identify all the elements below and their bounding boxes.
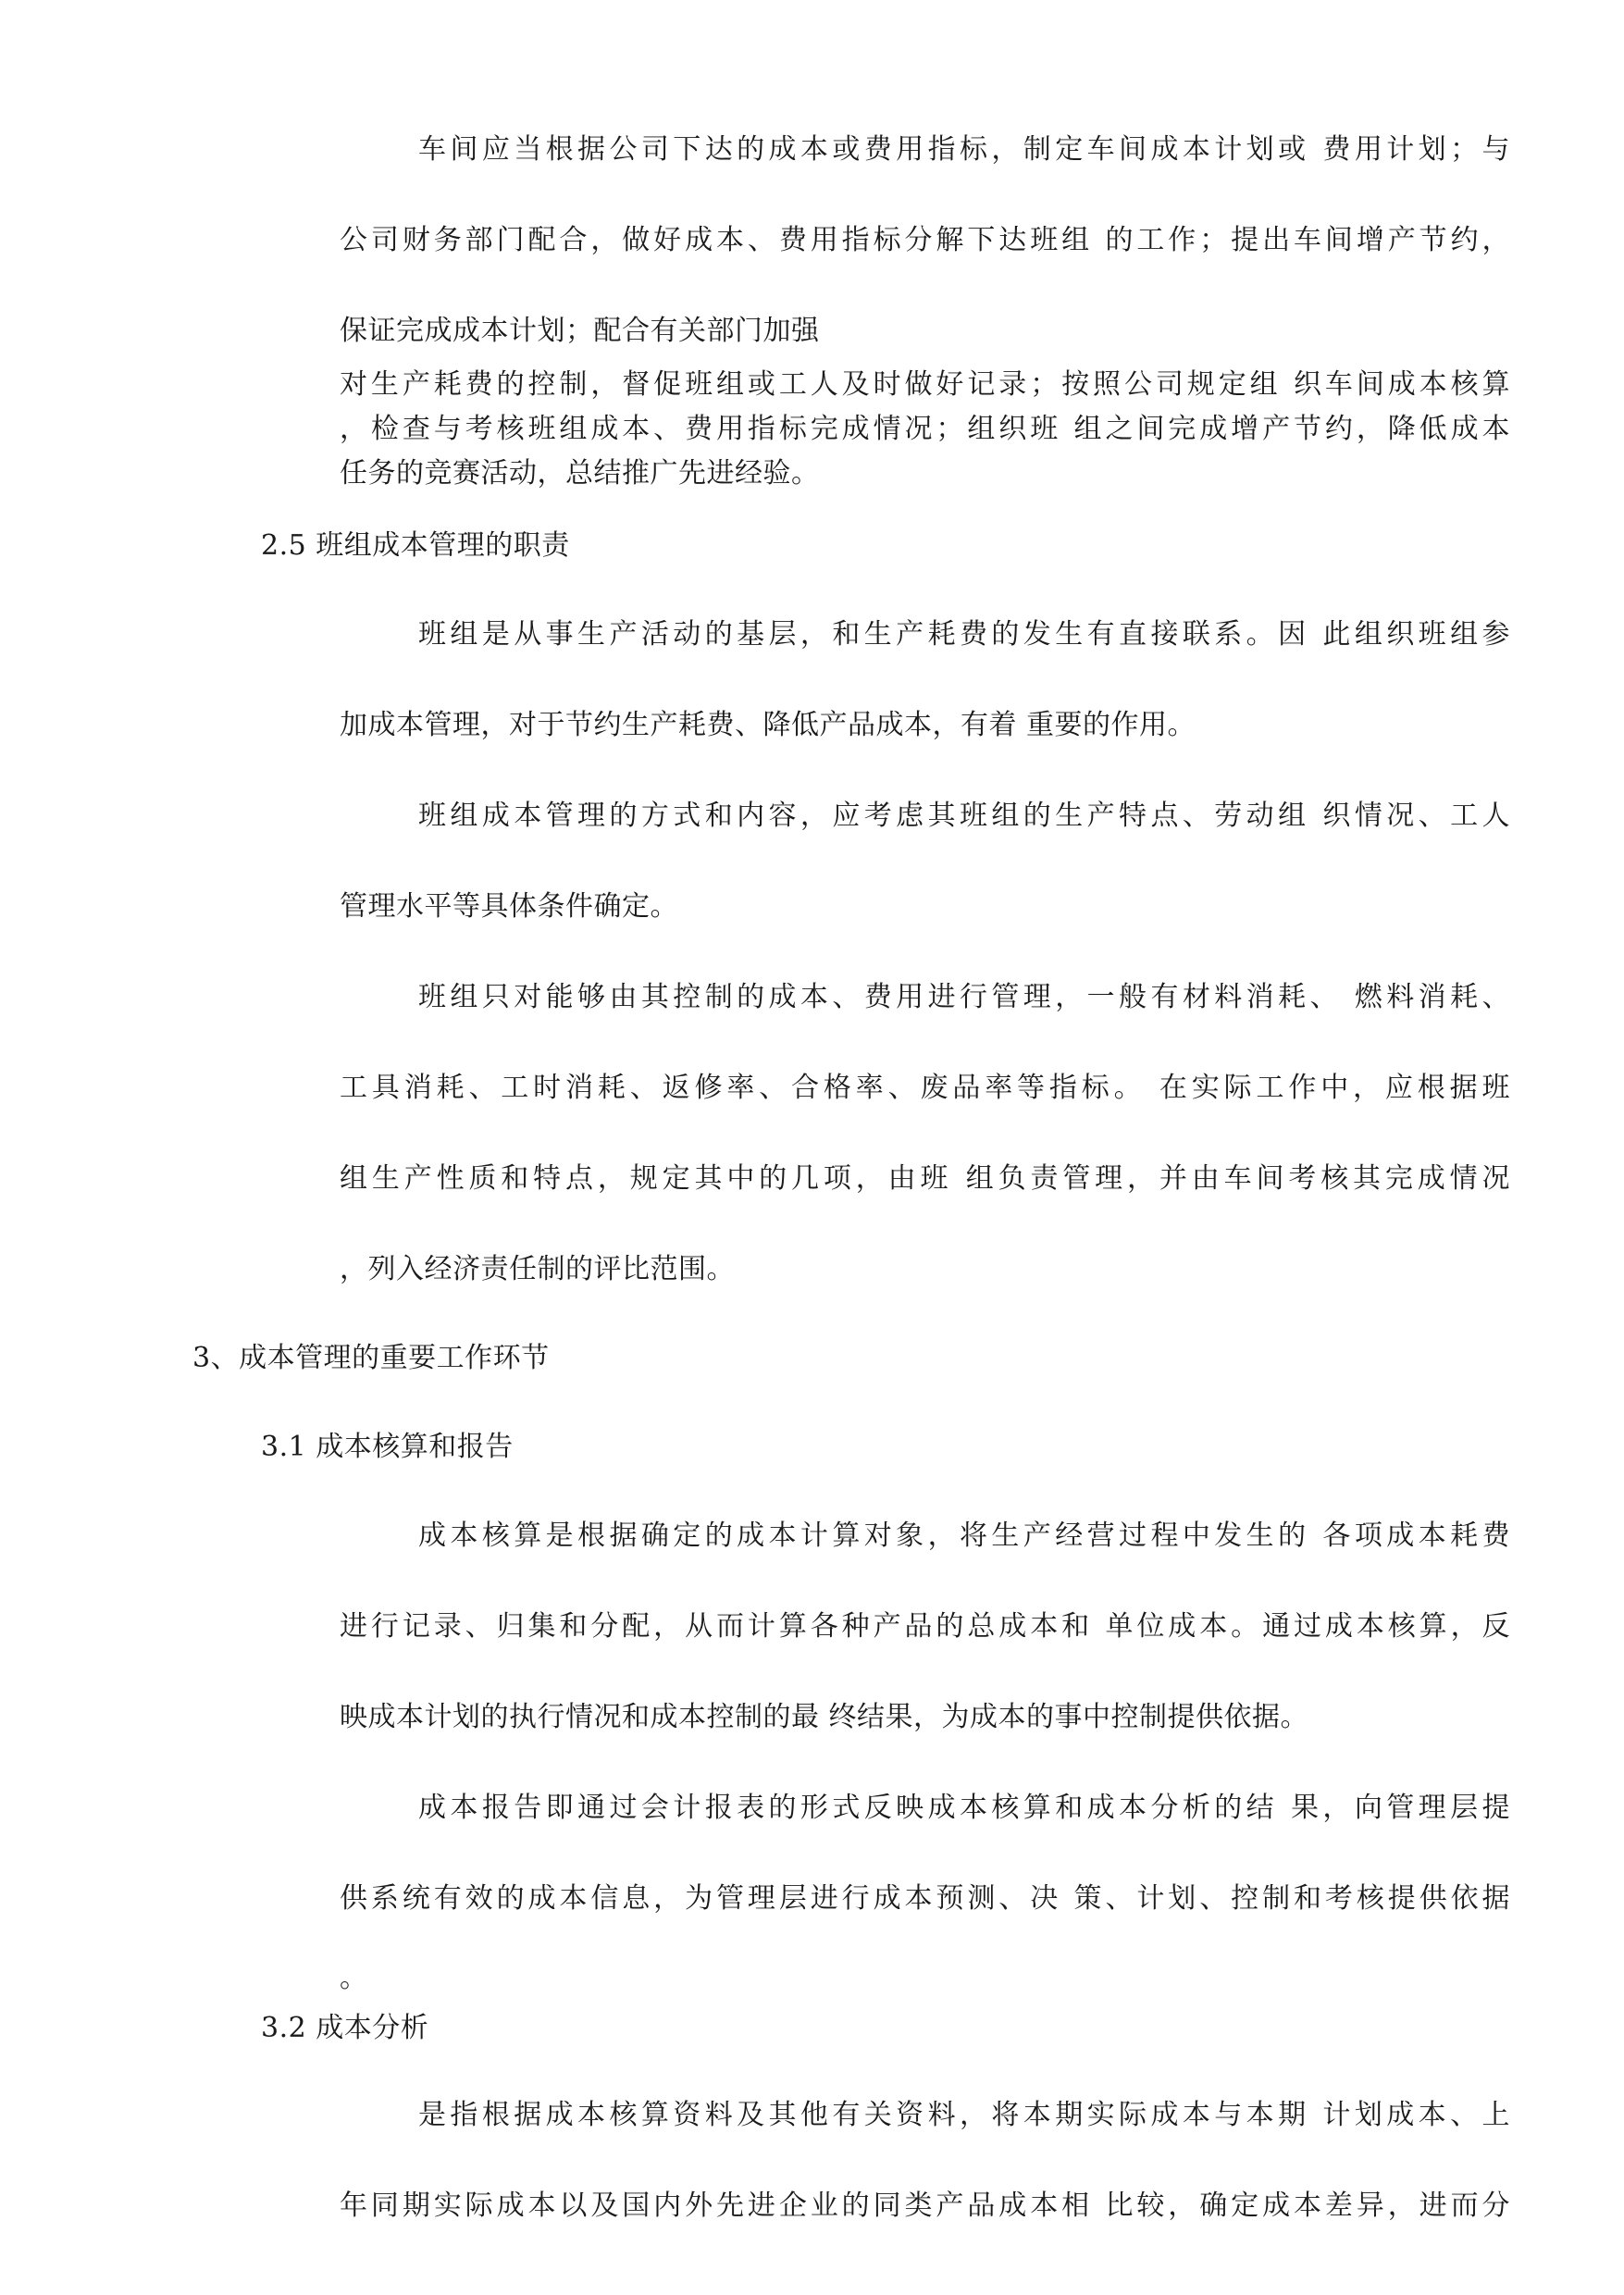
- paragraph-line: 成本核算是根据确定的成本计算对象，将生产经营过程中发生的 各项成本耗费: [418, 1520, 1510, 1552]
- paragraph-line: 任务的竞赛活动，总结推广先进经验。: [340, 457, 820, 490]
- paragraph-line: 供系统有效的成本信息，为管理层进行成本预测、决 策、计划、控制和考核提供依据: [340, 1882, 1510, 1915]
- paragraph-line: 。: [340, 1962, 368, 1994]
- section-heading-3-1: 3.1 成本核算和报告: [261, 1431, 514, 1463]
- paragraph-line: 车间应当根据公司下达的成本或费用指标，制定车间成本计划或 费用计划；与: [418, 133, 1510, 166]
- paragraph-line: 对生产耗费的控制，督促班组或工人及时做好记录；按照公司规定组 织车间成本核算: [340, 368, 1510, 401]
- paragraph-line: 班组是从事生产活动的基层，和生产耗费的发生有直接联系。因 此组织班组参: [418, 618, 1510, 651]
- paragraph-line: 是指根据成本核算资料及其他有关资料，将本期实际成本与本期 计划成本、上: [418, 2099, 1510, 2131]
- paragraph-line: 进行记录、归集和分配，从而计算各种产品的总成本和 单位成本。通过成本核算，反: [340, 1610, 1510, 1643]
- paragraph-line: 管理水平等具体条件确定。: [340, 890, 678, 923]
- section-heading-2-5: 2.5 班组成本管理的职责: [261, 529, 570, 562]
- paragraph-line: 保证完成成本计划；配合有关部门加强: [340, 315, 820, 347]
- paragraph-line: ，列入经济责任制的评比范围。: [340, 1253, 735, 1285]
- paragraph-line: 公司财务部门配合，做好成本、费用指标分解下达班组 的工作；提出车间增产节约，: [340, 224, 1510, 256]
- paragraph-line: 年同期实际成本以及国内外先进企业的同类产品成本相 比较，确定成本差异，进而分: [340, 2190, 1510, 2222]
- paragraph-line: 映成本计划的执行情况和成本控制的最 终结果，为成本的事中控制提供依据。: [340, 1701, 1309, 1733]
- section-heading-3: 3、成本管理的重要工作环节: [192, 1342, 550, 1374]
- paragraph-line: 组生产性质和特点，规定其中的几项，由班 组负责管理，并由车间考核其完成情况: [340, 1162, 1510, 1195]
- paragraph-line: 成本报告即通过会计报表的形式反映成本核算和成本分析的结 果，向管理层提: [418, 1792, 1510, 1824]
- paragraph-line: ，检查与考核班组成本、费用指标完成情况；组织班 组之间完成增产节约，降低成本: [340, 413, 1510, 445]
- section-heading-3-2: 3.2 成本分析: [261, 2012, 429, 2044]
- paragraph-line: 班组只对能够由其控制的成本、费用进行管理，一般有材料消耗、 燃料消耗、: [418, 981, 1510, 1013]
- paragraph-line: 加成本管理，对于节约生产耗费、降低产品成本，有着 重要的作用。: [340, 709, 1196, 741]
- paragraph-line: 班组成本管理的方式和内容，应考虑其班组的生产特点、劳动组 织情况、工人: [418, 800, 1510, 832]
- paragraph-line: 工具消耗、工时消耗、返修率、合格率、废品率等指标。 在实际工作中，应根据班: [340, 1072, 1510, 1104]
